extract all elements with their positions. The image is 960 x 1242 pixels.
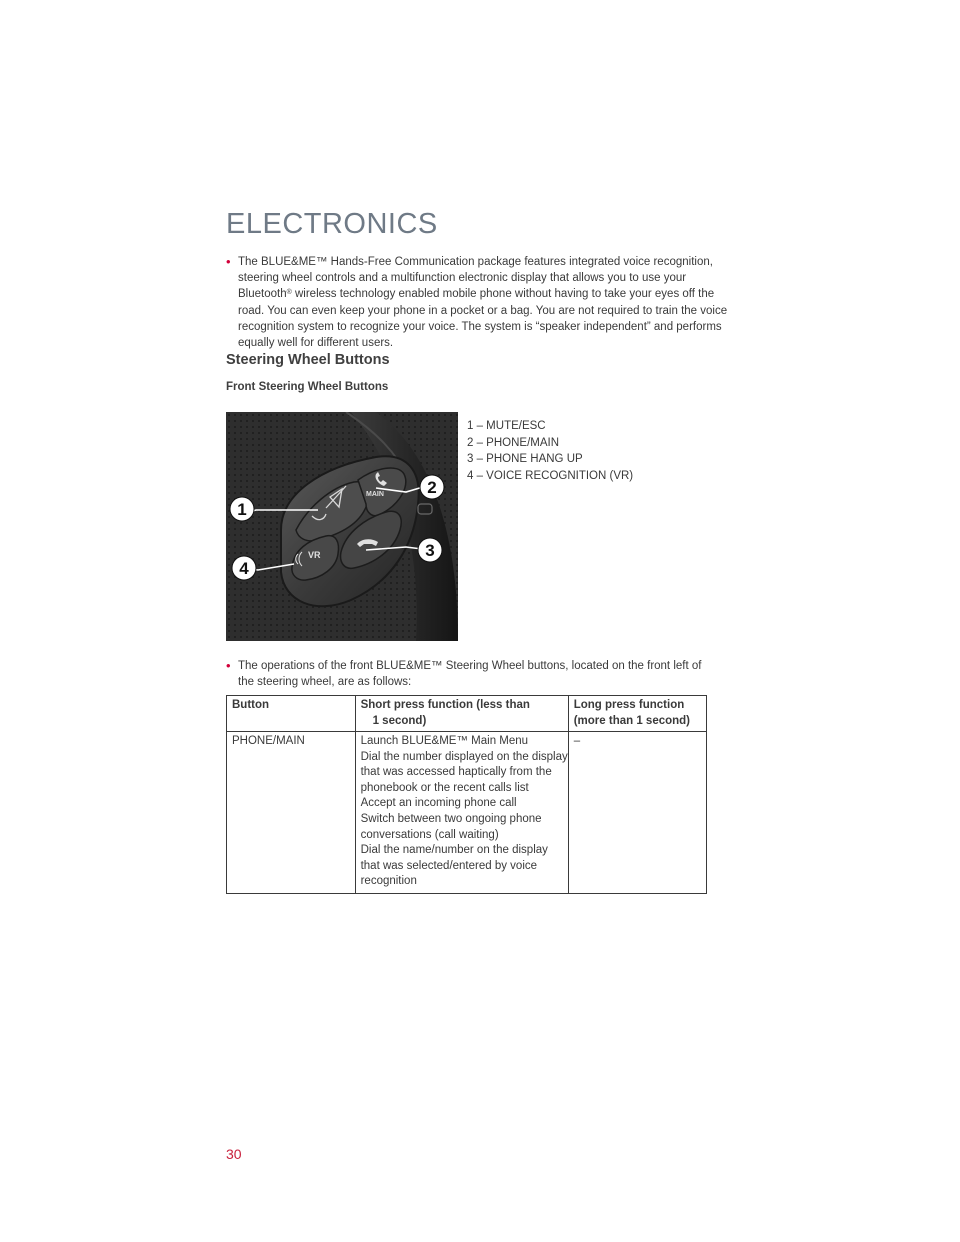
main-label: MAIN	[366, 491, 384, 498]
cell-button: PHONE/MAIN	[227, 732, 356, 894]
header-button: Button	[227, 696, 356, 732]
bullet-icon: •	[226, 658, 231, 673]
bluetooth-word: Bluetooth	[238, 288, 287, 301]
cell-long-press: –	[568, 732, 706, 894]
svg-text:4: 4	[239, 559, 249, 578]
svg-text:2: 2	[427, 478, 437, 497]
intro-line: steering wheel controls and a multifunction electronic display that allows you to use your	[238, 272, 687, 285]
vr-label: VR	[308, 550, 321, 560]
svg-text:3: 3	[425, 541, 435, 560]
bullet-icon: •	[226, 254, 231, 269]
intro-line: road. You can even keep your phone in a pocket or a bag. You are not required to train the voice	[238, 304, 728, 317]
section-title: ELECTRONICS	[226, 208, 438, 240]
ops-line: the steering wheel, are as follows:	[238, 676, 412, 689]
intro-bullet	[226, 254, 727, 351]
heading-steering-wheel-buttons: Steering Wheel Buttons	[226, 352, 390, 368]
legend-item: 3 – PHONE HANG UP	[467, 453, 583, 465]
header-short-press: Short press function (less than 1 second)	[355, 696, 568, 732]
subheading-front-buttons: Front Steering Wheel Buttons	[226, 381, 389, 393]
ops-line: The operations of the front BLUE&ME™ Steering Wheel buttons, located on the front left of	[238, 660, 702, 672]
cell-short-press: Launch BLUE&ME™ Main Menu Dial the number displayed on the display that was accessed haptically from the phonebook or the recent calls list Accept an incoming phone call Switch between two ongoing phone conversations (call waiting) Dial the name/number on the display that was selected/entered by voice recognition	[355, 732, 568, 894]
legend-item: 4 – VOICE RECOGNITION (VR)	[467, 469, 634, 482]
steering-wheel-photo	[226, 412, 458, 641]
page-number: 30	[226, 1146, 242, 1162]
table-header-row	[227, 696, 707, 732]
button-legend	[467, 418, 633, 484]
intro-line	[226, 286, 727, 302]
ops-bullet	[226, 658, 701, 690]
header-long-press: Long press function (more than 1 second)	[568, 696, 706, 732]
legend-item: 1 – MUTE/ESC	[467, 420, 546, 432]
table-row	[227, 732, 707, 894]
intro-line: equally well for different users.	[238, 337, 394, 350]
intro-line: recognition system to recognize your voice. The system is “speaker independent” and performs	[238, 320, 722, 333]
registered-mark: ®	[286, 289, 292, 297]
button-operations-table	[226, 695, 707, 894]
intro-line: The BLUE&ME™ Hands-Free Communication package features integrated voice recognition,	[238, 256, 713, 268]
intro-line-text: wireless technology enabled mobile phone without having to take your eyes off the	[294, 288, 715, 301]
svg-text:1: 1	[237, 500, 247, 519]
legend-item: 2 – PHONE/MAIN	[467, 436, 560, 449]
